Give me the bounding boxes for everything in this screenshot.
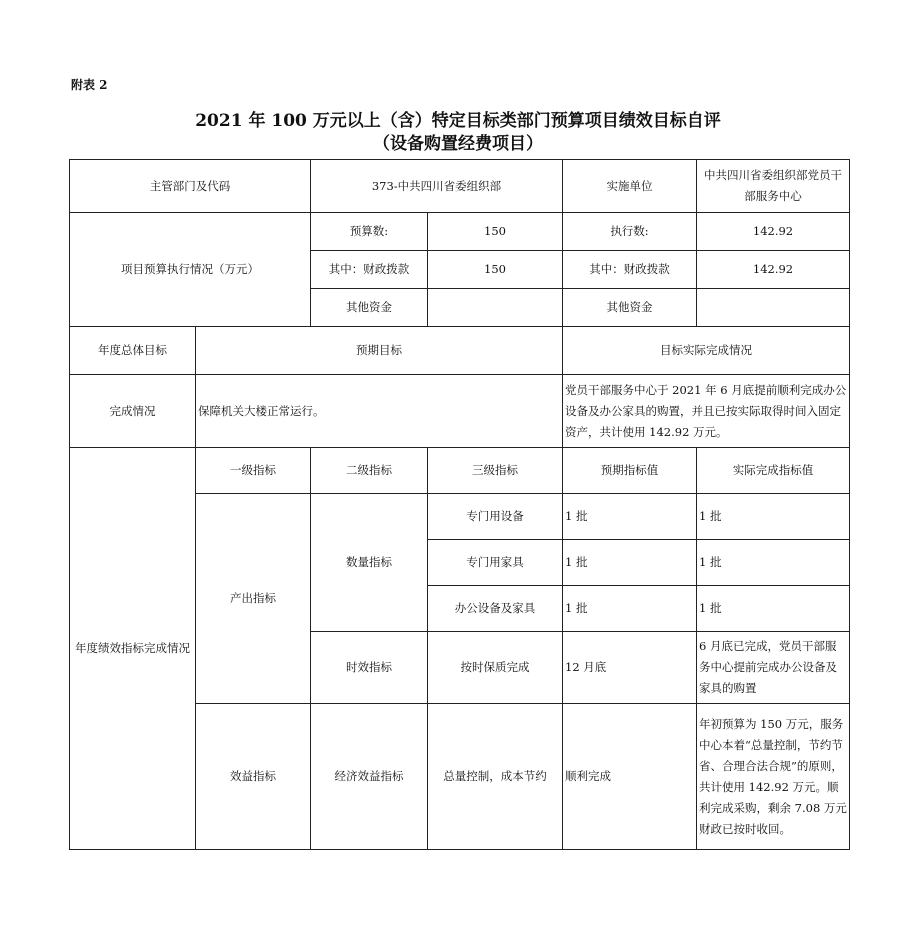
expected-value: 1 批 bbox=[563, 494, 697, 540]
fiscal-label: 其中：财政拨款 bbox=[311, 251, 428, 289]
indicator-header-row bbox=[70, 448, 850, 494]
goals-header-row bbox=[70, 327, 850, 375]
attachment-label: 附表 2 bbox=[71, 78, 108, 92]
economic-indicator-label: 经济效益指标 bbox=[311, 704, 428, 850]
budget-value: 150 bbox=[428, 213, 563, 251]
actual-value: 1 批 bbox=[697, 494, 850, 540]
other-value bbox=[428, 289, 563, 327]
dept-label: 主管部门及代码 bbox=[70, 160, 311, 213]
quantity-indicator-label: 数量指标 bbox=[311, 494, 428, 632]
actual-value: 年初预算为 150 万元，服务中心本着“总量控制，节约节省、合理合法合规”的原则，共计使用 142.92 万元。顺利完成采购，剩余 7.08 万元财政已按时收回。 bbox=[697, 704, 850, 850]
fiscal-value: 150 bbox=[428, 251, 563, 289]
expected-value: 1 批 bbox=[563, 586, 697, 632]
level3-header: 三级指标 bbox=[428, 448, 563, 494]
level3-name: 专门用家具 bbox=[428, 540, 563, 586]
exec-label: 执行数: bbox=[563, 213, 697, 251]
level2-header: 二级指标 bbox=[311, 448, 428, 494]
page-title: 2021 年 100 万元以上（含）特定目标类部门预算项目绩效目标自评 bbox=[195, 111, 721, 131]
other-label: 其他资金 bbox=[311, 289, 428, 327]
actual-value: 1 批 bbox=[697, 586, 850, 632]
dept-value: 373-中共四川省委组织部 bbox=[311, 160, 563, 213]
evaluation-table bbox=[69, 159, 850, 850]
level3-name: 总量控制，成本节约 bbox=[428, 704, 563, 850]
expected-goal-text: 保障机关大楼正常运行。 bbox=[196, 375, 563, 448]
exec-value: 142.92 bbox=[697, 213, 850, 251]
level3-name: 按时保质完成 bbox=[428, 632, 563, 704]
impl-label: 实施单位 bbox=[563, 160, 697, 213]
actual-goal-header: 目标实际完成情况 bbox=[563, 327, 850, 375]
output-indicator-label: 产出指标 bbox=[196, 494, 311, 704]
expected-goal-header: 预期目标 bbox=[196, 327, 563, 375]
actual-value: 6 月底已完成，党员干部服务中心提前完成办公设备及家具的购置 bbox=[697, 632, 850, 704]
expected-value: 12 月底 bbox=[563, 632, 697, 704]
expected-value-header: 预期指标值 bbox=[563, 448, 697, 494]
level3-name: 专门用设备 bbox=[428, 494, 563, 540]
actual-goal-text: 党员干部服务中心于 2021 年 6 月底提前顺利完成办公设备及办公家具的购置，并且已按实际取得时间入固定资产，共计使用 142.92 万元。 bbox=[563, 375, 850, 448]
indicator-section-label: 年度绩效指标完成情况 bbox=[70, 448, 196, 850]
completion-row bbox=[70, 375, 850, 448]
timeliness-indicator-label: 时效指标 bbox=[311, 632, 428, 704]
fiscal-exec-label: 其中：财政拨款 bbox=[563, 251, 697, 289]
actual-value-header: 实际完成指标值 bbox=[697, 448, 850, 494]
page-subtitle: （设备购置经费项目） bbox=[373, 134, 543, 154]
annual-goal-label: 年度总体目标 bbox=[70, 327, 196, 375]
budget-label: 预算数: bbox=[311, 213, 428, 251]
fiscal-exec-value: 142.92 bbox=[697, 251, 850, 289]
actual-value: 1 批 bbox=[697, 540, 850, 586]
other-exec-label: 其他资金 bbox=[563, 289, 697, 327]
other-exec-value bbox=[697, 289, 850, 327]
benefit-indicator-label: 效益指标 bbox=[196, 704, 311, 850]
budget-section-label: 项目预算执行情况（万元） bbox=[70, 213, 311, 327]
level1-header: 一级指标 bbox=[196, 448, 311, 494]
level3-name: 办公设备及家具 bbox=[428, 586, 563, 632]
completion-label: 完成情况 bbox=[70, 375, 196, 448]
impl-value: 中共四川省委组织部党员干部服务中心 bbox=[697, 160, 850, 213]
dept-row bbox=[70, 160, 850, 213]
expected-value: 1 批 bbox=[563, 540, 697, 586]
expected-value: 顺利完成 bbox=[563, 704, 697, 850]
budget-row bbox=[70, 213, 850, 251]
